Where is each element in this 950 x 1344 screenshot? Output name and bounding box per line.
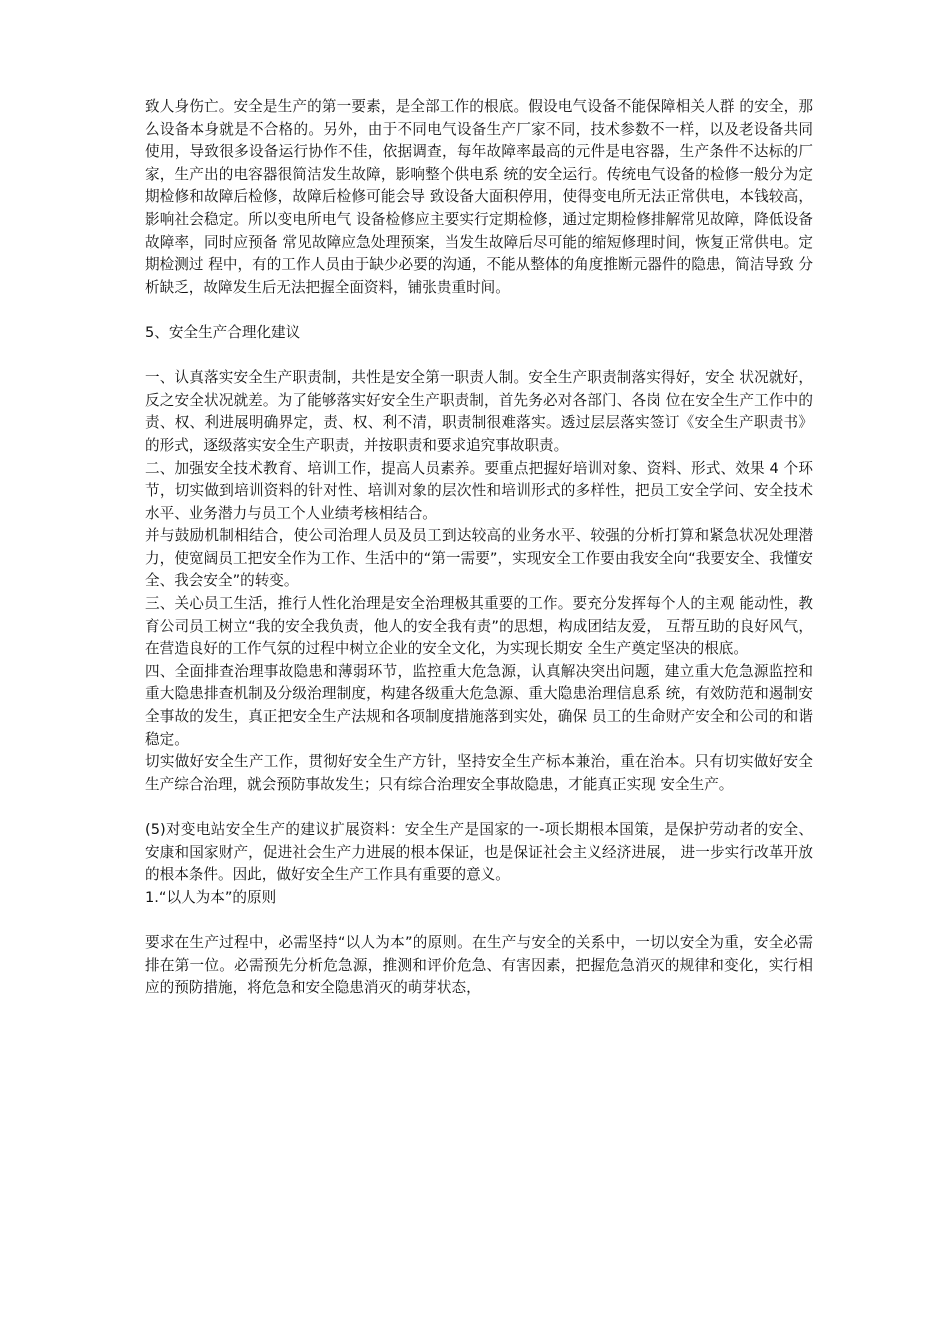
paragraph-gap (145, 796, 813, 819)
body-paragraph: (5)对变电站安全生产的建议扩展资料：安全生产是国家的一-项长期根本国策，是保护劳动者的安全、安康和国家财产，促进社会生产力进展的根本保证，也是保证社会主义经济进展， 进一步实行改革开放的根本条件。因此，做好安全生产工作具有重要的意义。 (145, 821, 813, 884)
body-paragraph: 三、关心员工生活，推行人性化治理是安全治理极其重要的工作。要充分发挥每个人的主观 能动性，教育公司员工树立“我的安全我负责，他人的安全我有责”的思想，构成团结友爱， 互帮互助的良好风气，在营造良好的工作气氛的过程中树立企业的安全文化，为实现长期安 全生产奠定坚决的根底。 (145, 595, 813, 658)
document-page (145, 96, 813, 1000)
body-paragraph: 四、全面排查治理事故隐患和薄弱环节，监控重大危急源，认真解决突出问题，建立重大危急源监控和重大隐患排查机制及分级治理制度，构建各级重大危急源、重大隐患治理信息系 统，有效防范和遏制安全事故的发生，真正把安全生产法规和各项制度措施落到实处，确保 员工的生命财产安全和公司的和谐稳定。 (145, 662, 813, 748)
section-heading: 1.“以人为本”的原则 (145, 888, 277, 906)
body-paragraph: 要求在生产过程中，必需坚持“以人为本”的原则。在生产与安全的关系中，一切以安全为重，安全必需排在第一位。必需预先分析危急源，推测和评价危急、有害因素，把握危急消灭的规律和变化，实行相应的预防措施，将危急和安全隐患消灭的萌芽状态， (145, 933, 813, 997)
section-heading: 5、安全生产合理化建议 (145, 323, 301, 341)
paragraph-gap (145, 299, 813, 322)
body-paragraph: 并与鼓励机制相结合，使公司治理人员及员工到达较高的业务水平、较强的分析打算和紧急状况处理潜力，使宽阔员工把安全作为工作、生活中的“第一需要”，实现安全工作要由我安全向“我要安全、我懂安全、我会安全”的转变。 (145, 527, 813, 590)
body-paragraph: 致人身伤亡。安全是生产的第一要素，是全部工作的根底。假设电气设备不能保障相关人群 的安全，那么设备本身就是不合格的。另外，由于不同电气设备生产厂家不同，技术参数不一样，以及老设备共同使用，导致很多设备运行协作不佳，依据调查，每年故障率最高的元件是电容器，生产条件不达标的厂家，生产出的电容器很简洁发生故障，影响整个供电系 统的安全运行。传统电气设备的检修一般分为定期检修和故障后检修，故障后检修可能会导 致设备大面积停用，使得变电所无法正常供电，本钱较高，影响社会稳定。所以变电所电气 设备检修应主要实行定期检修，通过定期检修排解常见故障，降低设备故障率，同时应预备 常见故障应急处理预案，当发生故障后尽可能的缩短修理时间，恢复正常供电。定期检测过 程中，有的工作人员由于缺少必要的沟通，不能从整体的角度推断元器件的隐患，简洁导致 分析缺乏，故障发生后无法把握全面资料，铺张贵重时间。 (145, 98, 813, 296)
body-paragraph: 一、认真落实安全生产职责制，共性是安全第一职责人制。安全生产职责制落实得好，安全 状况就好，反之安全状况就差。为了能够落实好安全生产职责制，首先务必对各部门、各岗 位在安全生产工作中的责、权、利进展明确界定，责、权、利不清，职责制很难落实。透过层层落实签订《安全生产职责书》的形式，逐级落实安全生产职责，并按职责和要求追究事故职责。 (145, 369, 813, 454)
paragraph-gap (145, 345, 813, 368)
paragraph-gap (145, 909, 813, 932)
body-paragraph: 二、加强安全技术教育、培训工作，提高人员素养。要重点把握好培训对象、资料、形式、效果 4 个环节，切实做到培训资料的针对性、培训对象的层次性和培训形式的多样性，把员工安全学问、安全技术水平、业务潜力与员工个人业绩考核相结合。 (145, 459, 813, 522)
body-paragraph: 切实做好安全生产工作，贯彻好安全生产方针，坚持安全生产标本兼治，重在治本。只有切实做好安全生产综合治理，就会预防事故发生；只有综合治理安全事故隐患，才能真正实现 安全生产。 (145, 753, 813, 793)
